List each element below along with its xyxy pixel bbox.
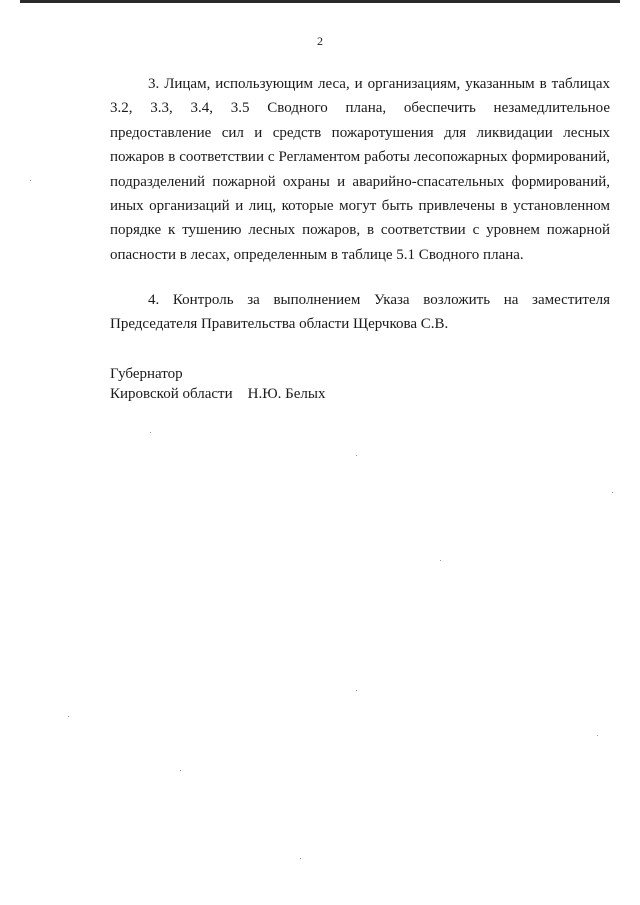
scan-speck — [180, 770, 181, 771]
scan-speck — [440, 560, 441, 561]
paragraph-3: 3. Лицам, использующим леса, и организациям, указанным в таблицах 3.2, 3.3, 3.4, 3.5 Сводного плана, обеспечить незамедлительное предоставление сил и средств пожаротушения для ликвидации лесных пожаров в соответствии с Регламентом работы лесопожарных формирований, подразделений пожарной охраны и аварийно-спасательных формирований, иных организаций и лиц, которые могут быть привлечены в установленном порядке к тушению лесных пожаров, в соответствии с уровнем пожарной опасности в лесах, определенным в таблице 5.1 Сводного плана. — [110, 76, 610, 263]
signature-block — [110, 364, 325, 404]
scan-speck — [356, 690, 357, 691]
scan-speck — [612, 492, 613, 493]
scan-speck — [300, 858, 301, 859]
scan-speck — [597, 735, 598, 736]
scan-speck — [68, 716, 69, 717]
signature-name: Н.Ю. Белых — [247, 386, 326, 402]
signature-line — [110, 384, 325, 404]
scan-speck — [30, 180, 31, 181]
signature-region: Кировской области — [110, 386, 233, 402]
page-number: 2 — [317, 34, 323, 48]
paragraph-4: 4. Контроль за выполнением Указа возложить на заместителя Председателя Правительства области Щерчкова С.В. — [110, 292, 610, 333]
signature-title: Губернатор — [110, 366, 183, 382]
top-border-rule — [20, 0, 620, 3]
scan-speck — [150, 432, 151, 433]
scan-speck — [356, 455, 357, 456]
